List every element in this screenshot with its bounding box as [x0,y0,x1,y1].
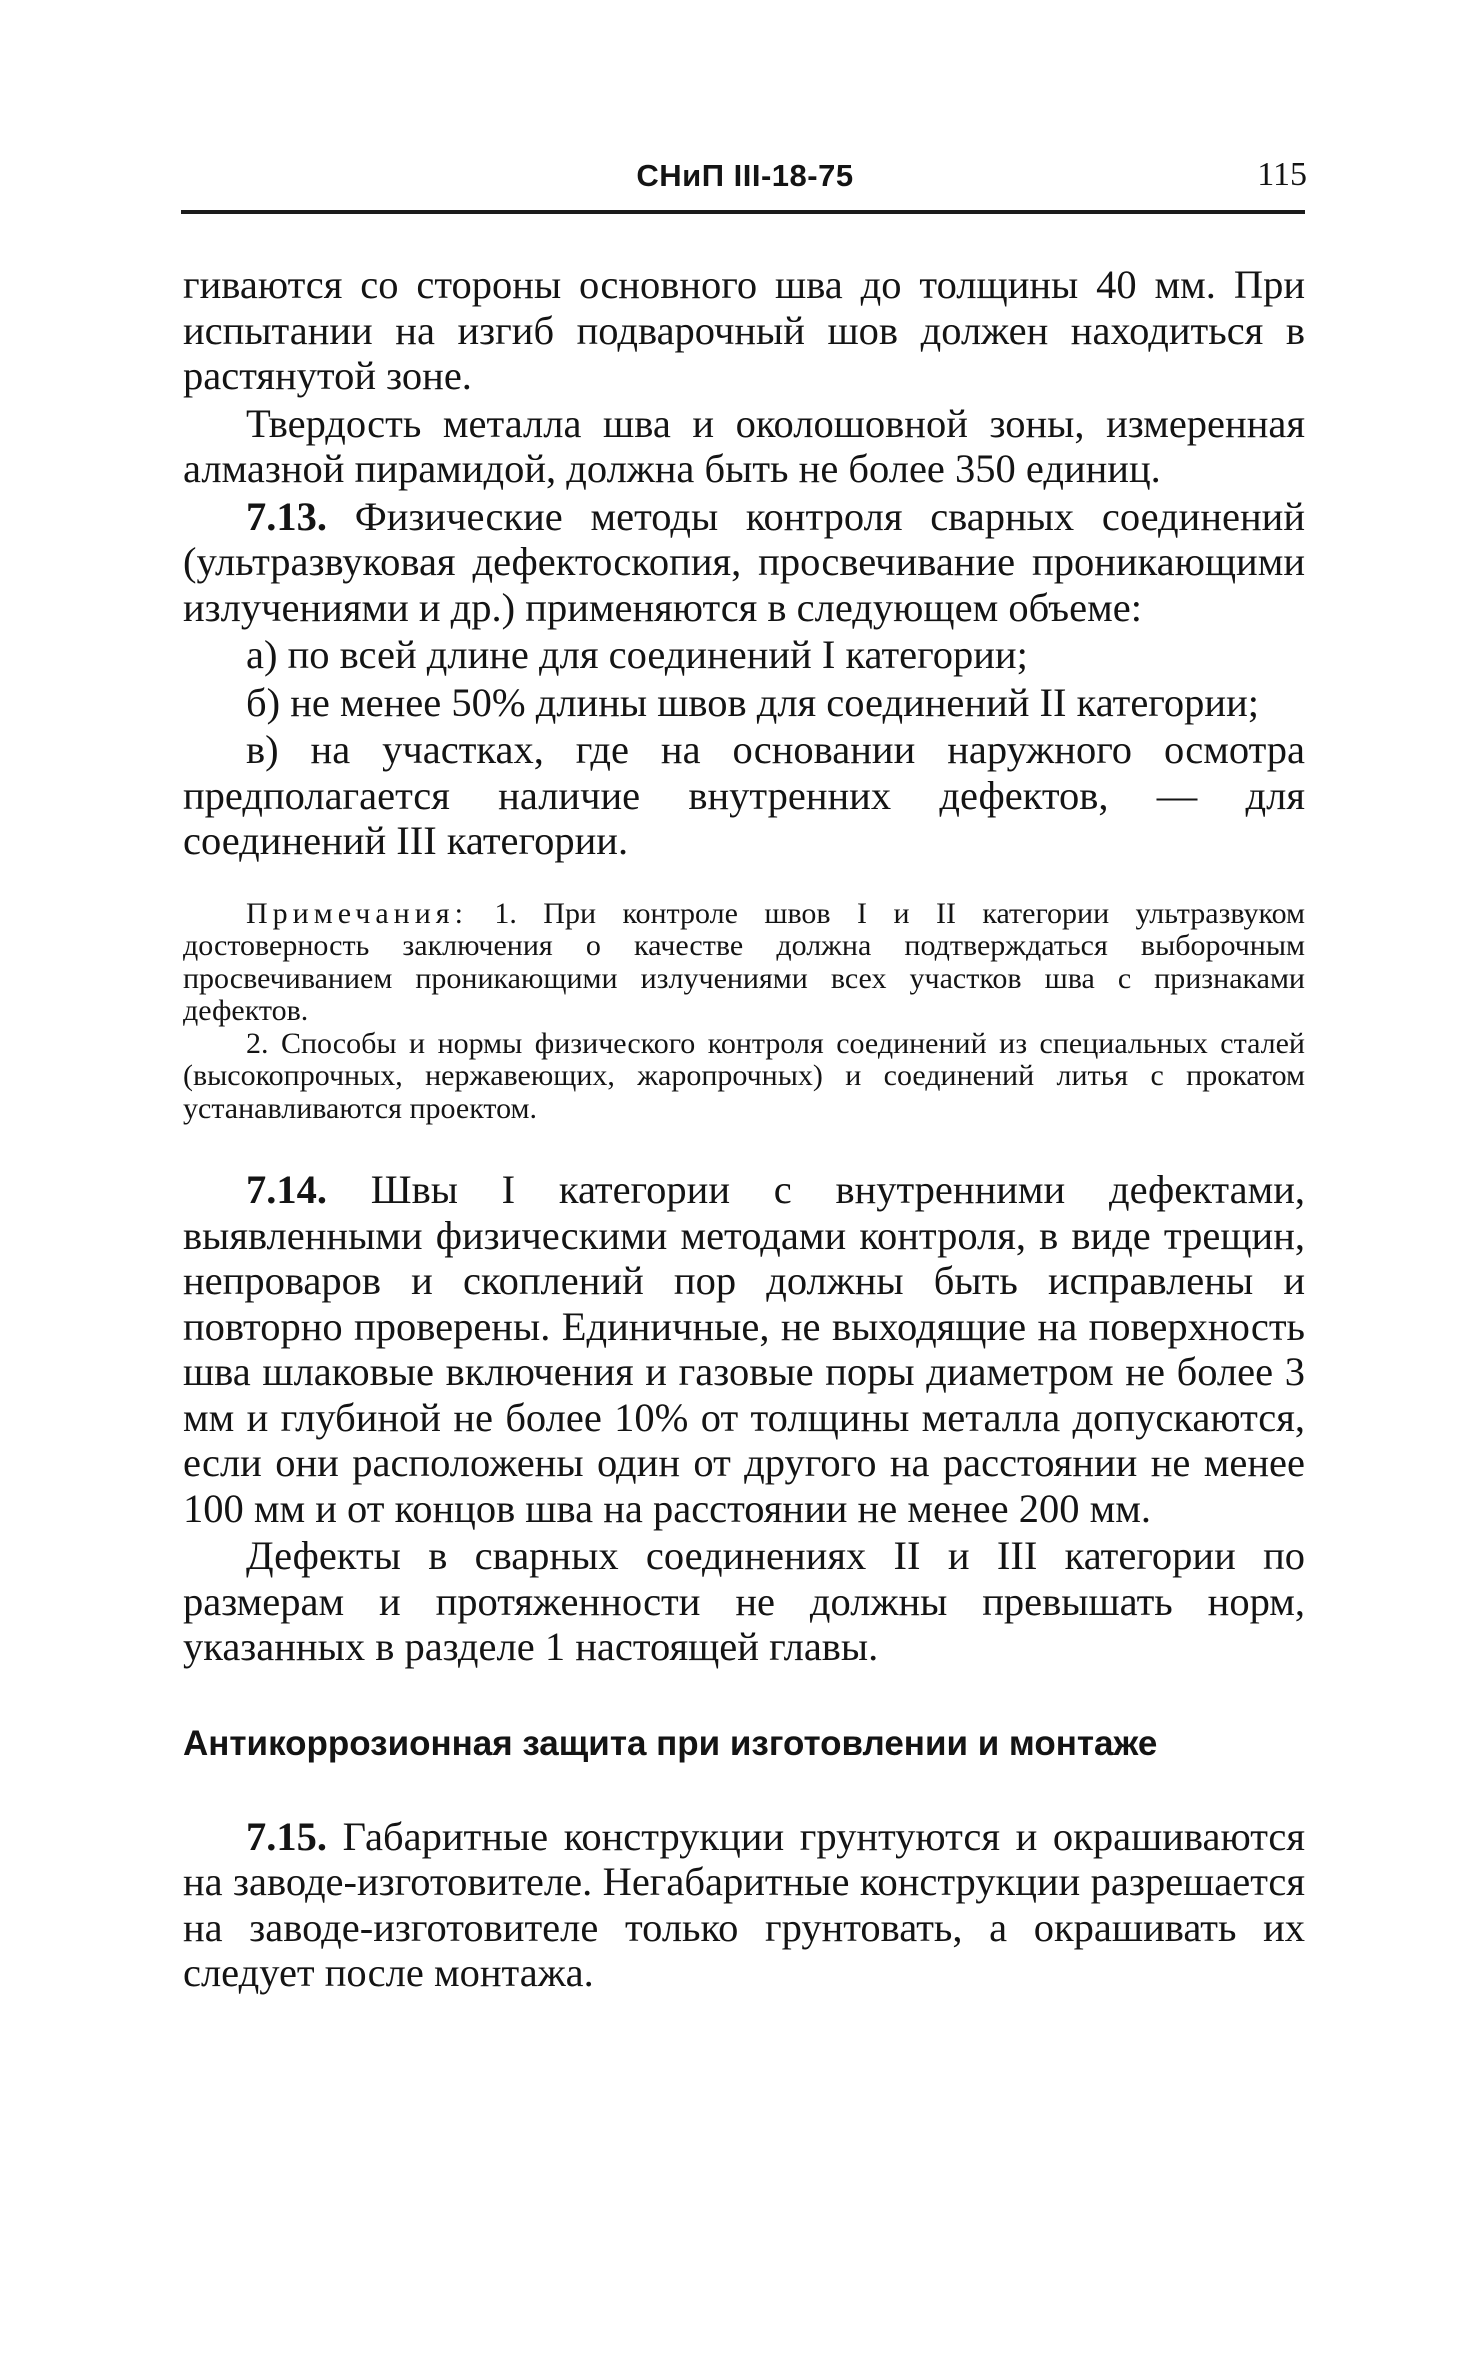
clause-text: Физические методы контроля сварных соединений (ультразвуковая дефектоскопия, просвечивание проникающими излучениями и др.) применяются в следующем объеме: [183,493,1305,630]
header-rule [181,210,1305,214]
page-number: 115 [1257,156,1307,193]
paragraph-defects: Дефекты в сварных соединениях II и III категории по размерам и протяженности не должны превышать норм, указанных в разделе 1 настоящей главы. [183,1533,1305,1669]
document-code: СНиП III-18-75 [636,158,854,193]
section-7-14 [183,1167,1305,1670]
list-item-b: б) не менее 50% длины швов для соединений II категории; [246,679,1260,725]
running-header [183,152,1307,202]
list-item-a: а) по всей длине для соединений I категории; [246,632,1028,677]
section-heading: Антикоррозионная защита при изготовлении и монтаже [183,1723,1158,1763]
clause-number: 7.14. [246,1167,327,1212]
paragraph-7-14 [183,1167,1305,1531]
note-1-text: 1. При контроле швов I и II категории ультразвуком достоверность заключения о качестве должна подтверждаться выборочным просвечиванием проникающими излучениями всех участков шва с признаками дефектов. [183,896,1305,1027]
note-1 [183,898,1305,1028]
notes-label: Примечания: [246,896,468,930]
note-2: 2. Способы и нормы физического контроля соединений из специальных сталей (высокопрочных, нержавеющих, жаропрочных) и соединений литья с прокатом устанавливаются проектом. [183,1026,1305,1125]
clause-text: Габаритные конструкции грунтуются и окрашиваются на заводе-изготовителе. Негабаритные конструкции разрешается на заводе-изготовителе только грунтовать, а окрашивать их следует после монтажа. [183,1813,1306,1995]
notes-block [183,898,1305,1126]
list-item-v: в) на участках, где на основании наружного осмотра предполагается наличие внутренних дефектов, — для соединений III категории. [183,727,1305,863]
paragraph-hardness: Твердость металла шва и околошовной зоны, измеренная алмазной пирамидой, должна быть не более 350 единиц. [183,400,1305,491]
clause-number: 7.15. [246,1813,327,1859]
clause-number: 7.13. [246,493,327,539]
paragraph-7-13 [183,494,1305,631]
paragraph-7-15 [183,1814,1305,1996]
paragraph-continued: гиваются со стороны основного шва до толщины 40 мм. При испытании на изгиб подварочный шов должен находиться в растянутой зоне. [183,262,1305,398]
clause-text: Швы I категории с внутренними дефектами, выявленными физическими методами контроля, в виде трещин, непроваров и скоплений пор должны быть исправлены и повторно проверены. Единичные, не выходящие на поверхность шва шлаковые включения и газовые поры диаметром не более 3 мм и глубиной не более 10% от толщины металла допускаются, если они расположены один от другого на расстоянии не менее 100 мм и от концов шва на расстоянии не менее 200 мм. [183,1167,1305,1531]
body-text [183,262,1305,1996]
